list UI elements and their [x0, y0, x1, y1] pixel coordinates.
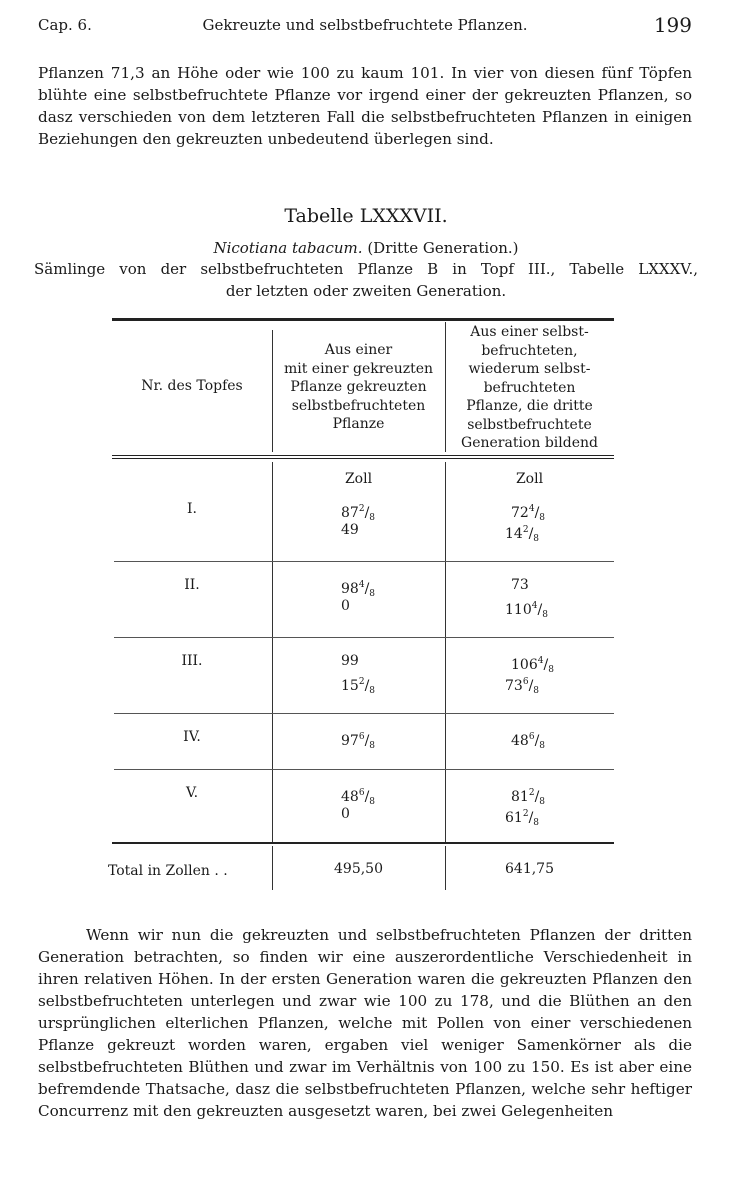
- fraction-slash: /: [364, 581, 370, 597]
- fraction-numerator: 2: [358, 677, 365, 687]
- unit-self: Zoll: [515, 471, 544, 487]
- row-separator: [114, 769, 614, 770]
- col-header-crossed-line: selbstbefruchteten: [291, 397, 426, 414]
- value-whole: 0: [341, 598, 350, 614]
- header-bottom-rule: [112, 455, 614, 456]
- fraction-denominator: 8: [533, 686, 540, 696]
- fraction-denominator: 8: [369, 797, 376, 807]
- total-label: Total in Zollen . .: [108, 863, 228, 879]
- value-whole: 61: [505, 810, 523, 826]
- col-header-self-line: befruchteten,: [481, 342, 578, 359]
- page-number: 199: [653, 13, 692, 37]
- col-header-self-line: wiederum selbst-: [468, 361, 591, 377]
- self-height-value: [505, 597, 548, 624]
- col-header-crossed-line: mit einer gekreuzten: [283, 360, 434, 377]
- body-col-divider: [445, 462, 446, 842]
- value-whole: 15: [341, 678, 359, 694]
- fraction-slash: /: [364, 505, 370, 521]
- fraction-denominator: 8: [539, 797, 546, 807]
- fraction-slash: /: [543, 657, 549, 673]
- row-separator: [114, 637, 614, 638]
- col-header-self-line: befruchteten: [483, 379, 576, 396]
- fraction-numerator: 4: [358, 580, 365, 590]
- fraction-slash: /: [534, 505, 540, 521]
- crossed-height-value: [341, 597, 350, 615]
- fraction-slash: /: [537, 602, 543, 618]
- col-header-crossed-line: Pflanze: [332, 416, 385, 432]
- value-whole: 73: [511, 577, 529, 593]
- value-whole: 14: [505, 526, 523, 542]
- table-title: Tabelle LXXXVII.: [284, 205, 448, 227]
- fraction-numerator: 2: [522, 525, 529, 535]
- value-whole: 72: [511, 505, 529, 521]
- fraction-numerator: 2: [522, 809, 529, 819]
- header-bottom-rule: [112, 458, 614, 459]
- row-separator: [114, 713, 614, 714]
- table-caption-line1: [34, 238, 698, 259]
- unit-crossed: Zoll: [344, 471, 373, 487]
- fraction-slash: /: [534, 733, 540, 749]
- value-whole: 110: [505, 602, 532, 618]
- value-whole: 81: [511, 789, 529, 805]
- crossed-height-value: [341, 652, 359, 670]
- fraction-slash: /: [528, 526, 534, 542]
- fraction-denominator: 8: [539, 513, 546, 523]
- crossed-height-value: [341, 805, 350, 823]
- pot-number: III.: [181, 653, 203, 669]
- body-col-divider: [272, 462, 273, 842]
- fraction-slash: /: [528, 678, 534, 694]
- value-whole: 87: [341, 505, 359, 521]
- chapter-label: Cap. 6.: [38, 16, 92, 34]
- fraction-denominator: 8: [539, 741, 546, 751]
- fraction-denominator: 8: [369, 513, 376, 523]
- pot-number: II.: [184, 577, 200, 593]
- self-height-value: [511, 576, 529, 594]
- fraction-numerator: 2: [528, 788, 535, 798]
- self-height-value: [505, 805, 539, 832]
- value-whole: 0: [341, 806, 350, 822]
- fraction-numerator: 6: [358, 732, 365, 742]
- crossed-height-value: [341, 728, 375, 755]
- fraction-denominator: 8: [548, 665, 554, 675]
- fraction-denominator: 8: [533, 534, 540, 544]
- pot-number: I.: [187, 501, 197, 517]
- col-header-self-line: Aus einer selbst-: [470, 324, 589, 340]
- fraction-slash: /: [528, 810, 534, 826]
- value-whole: 99: [341, 653, 359, 669]
- fraction-numerator: 6: [522, 677, 529, 687]
- fraction-numerator: 4: [528, 504, 535, 514]
- running-header: [38, 14, 692, 40]
- fraction-slash: /: [364, 789, 370, 805]
- self-height-value: [505, 521, 539, 548]
- pot-number: IV.: [183, 729, 201, 745]
- value-whole: 48: [341, 789, 359, 805]
- fraction-slash: /: [364, 733, 370, 749]
- fraction-denominator: 8: [369, 686, 376, 696]
- total-self: 641,75: [505, 861, 554, 877]
- fraction-denominator: 8: [542, 610, 548, 620]
- generation-label: (Dritte Generation.): [367, 239, 519, 257]
- crossed-height-value: [341, 673, 375, 700]
- fraction-slash: /: [534, 789, 540, 805]
- fraction-numerator: 2: [358, 504, 365, 514]
- fraction-numerator: 6: [358, 788, 365, 798]
- intro-paragraph: Pflanzen 71,3 an Höhe oder wie 100 zu kaum 101. In vier von diesen fünf Töpfen blühte eine selbstbefruchtete Pflanze vor irgend einer der gekreuzten Pflanzen, so dasz verschieden von dem letzteren Fall die selbstbefruchteten Pflanzen in einigen Beziehungen den gekreuzten unbedeutend überlegen sind.: [38, 64, 692, 148]
- fraction-denominator: 8: [533, 818, 540, 828]
- col-header-pot: Nr. des Topfes: [141, 378, 243, 394]
- value-whole: 98: [341, 581, 359, 597]
- fraction-numerator: 4: [531, 601, 538, 611]
- table-top-rule: [112, 318, 614, 321]
- total-rule: [112, 842, 614, 844]
- self-height-value: [511, 728, 545, 755]
- col-header-self-line: selbstbefruchtete: [467, 416, 592, 433]
- col-header-crossed-line: Aus einer: [324, 342, 393, 358]
- total-crossed: 495,50: [334, 861, 383, 877]
- value-whole: 97: [341, 733, 359, 749]
- crossed-height-value: [341, 521, 359, 539]
- running-title: Gekreuzte und selbstbefruchtete Pflanzen.: [202, 16, 528, 34]
- pot-number: V.: [185, 785, 199, 801]
- row-separator: [114, 561, 614, 562]
- value-whole: 73: [505, 678, 523, 694]
- table-caption-line3: der letzten oder zweiten Generation.: [225, 282, 507, 300]
- col-header-self-line: Generation bildend: [461, 435, 598, 451]
- col-header-self-line: Pflanze, die dritte: [466, 398, 593, 414]
- self-height-value: [505, 673, 539, 700]
- table-caption-line2: Sämlinge von der selbstbefruchteten Pflanze B in Topf III., Tabelle LXXXV.,: [34, 260, 698, 278]
- fraction-denominator: 8: [369, 741, 376, 751]
- fraction-slash: /: [364, 678, 370, 694]
- value-whole: 48: [511, 733, 529, 749]
- fraction-numerator: 6: [528, 732, 535, 742]
- value-whole: 49: [341, 522, 359, 538]
- fraction-numerator: 4: [537, 656, 544, 666]
- col-header-crossed-line: Pflanze gekreuzten: [290, 379, 427, 395]
- closing-paragraph: Wenn wir nun die gekreuzten und selbstbefruchteten Pflanzen der dritten Generation betrachten, so finden wir eine auszerordentliche Verschiedenheit in ihren relativen Höhen. In der ersten Generation waren die gekreuzten Pflanzen den selbstbefruchteten unterlegen und zwar wie 100 zu 178, und die Blüthen an den ursprünglichen elterlichen Pflanzen, welche mit Pollen von einer verschiedenen Pflanze gekreuzt worden waren, ergaben viel weniger Samenkörner als die selbstbefruchteten Blüthen und zwar im Verhältnis von 100 zu 150. Es ist aber eine befremdende Thatsache, dasz die selbstbefruchteten Pflanzen, welche sehr heftiger Concurrenz mit den gekreuzten ausgesetzt waren, bei zwei Gelegenheiten: [38, 926, 692, 1120]
- fraction-denominator: 8: [369, 589, 376, 599]
- value-whole: 106: [511, 657, 538, 673]
- species-name: Nicotiana tabacum.: [213, 239, 363, 257]
